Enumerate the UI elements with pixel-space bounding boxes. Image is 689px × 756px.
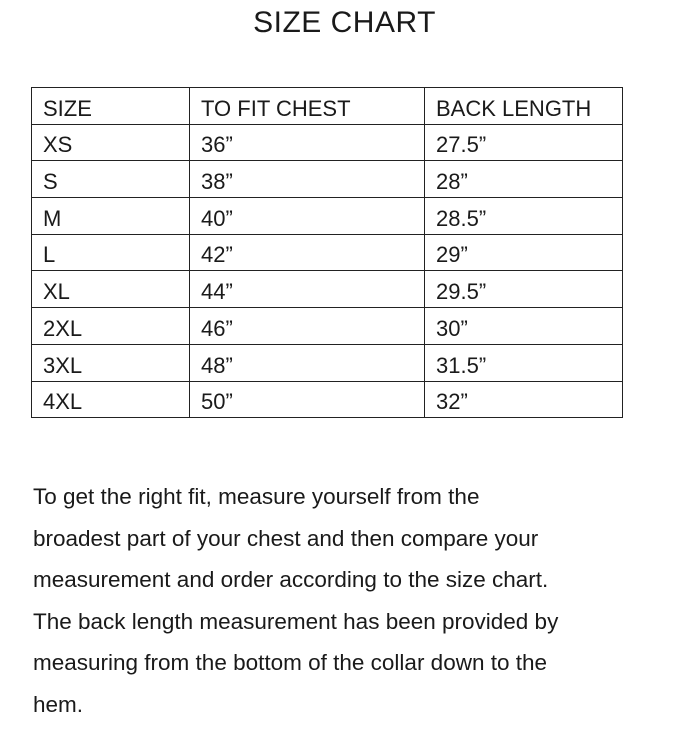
instruction-line: measurement and order according to the size chart. [33, 567, 549, 592]
header-back-length: BACK LENGTH [425, 88, 623, 125]
back-length-cell: 27.5” [425, 124, 623, 161]
header-size: SIZE [32, 88, 190, 125]
instruction-line: To get the right fit, measure yourself from the [33, 484, 480, 509]
back-length-cell: 31.5” [425, 344, 623, 381]
size-cell: 3XL [32, 344, 190, 381]
back-length-cell: 29.5” [425, 271, 623, 308]
back-length-cell: 30” [425, 308, 623, 345]
table-row [32, 308, 623, 345]
page-title: SIZE CHART [253, 6, 436, 39]
table-header-row [32, 88, 623, 125]
size-cell: XS [32, 124, 190, 161]
size-cell: S [32, 161, 190, 198]
chest-cell: 38” [190, 161, 425, 198]
table-row [32, 271, 623, 308]
table-row [32, 161, 623, 198]
table-row [32, 381, 623, 418]
chest-cell: 40” [190, 198, 425, 235]
chest-cell: 42” [190, 234, 425, 271]
chest-cell: 36” [190, 124, 425, 161]
size-cell: 2XL [32, 308, 190, 345]
table-row [32, 234, 623, 271]
chest-cell: 44” [190, 271, 425, 308]
chest-cell: 48” [190, 344, 425, 381]
table-row [32, 124, 623, 161]
size-chart-table [31, 87, 623, 418]
fit-instructions [33, 476, 673, 725]
instruction-line: measuring from the bottom of the collar down to the [33, 650, 548, 675]
size-cell: M [32, 198, 190, 235]
back-length-cell: 32” [425, 381, 623, 418]
instruction-line: The back length measurement has been provided by [33, 608, 559, 634]
chest-cell: 46” [190, 308, 425, 345]
chest-cell: 50” [190, 381, 425, 418]
size-cell: L [32, 234, 190, 271]
table-row [32, 198, 623, 235]
size-cell: XL [32, 271, 190, 308]
header-to-fit-chest: TO FIT CHEST [190, 88, 425, 125]
back-length-cell: 28” [425, 161, 623, 198]
back-length-cell: 28.5” [425, 198, 623, 235]
back-length-cell: 29” [425, 234, 623, 271]
instruction-line: broadest part of your chest and then compare your [33, 525, 539, 551]
size-cell: 4XL [32, 381, 190, 418]
instruction-line: hem. [33, 691, 84, 717]
table-row [32, 344, 623, 381]
